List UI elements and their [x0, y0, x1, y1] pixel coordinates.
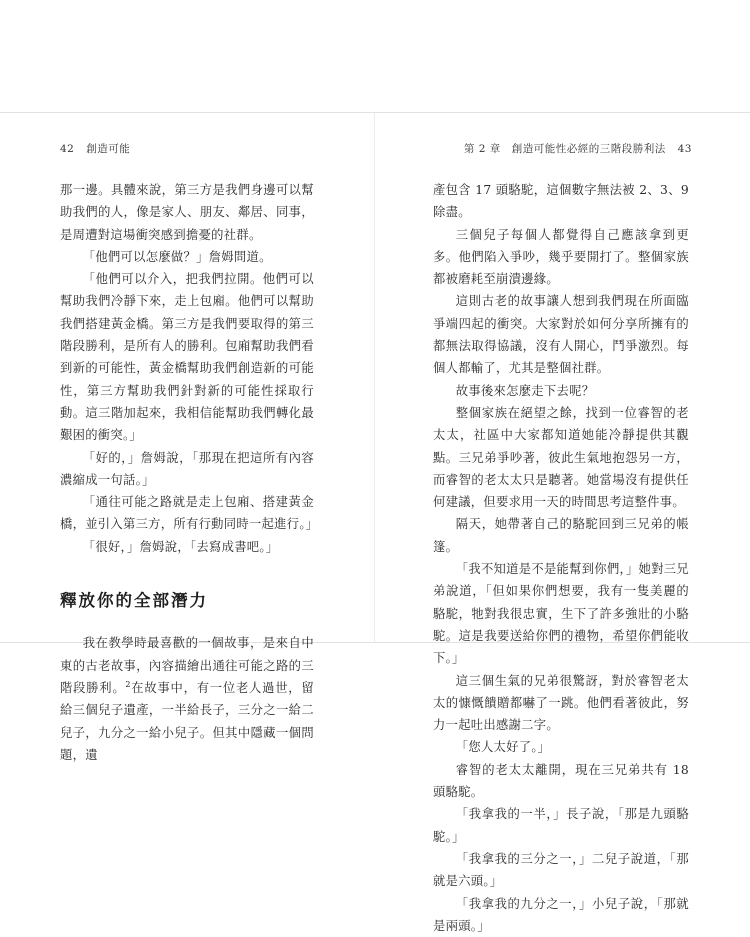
- right-paragraph: 這三個生氣的兄弟很驚訝，對於睿智老太太的慷慨饋贈都嚇了一跳。他們看著彼此，努力一起吐出感謝二字。: [433, 670, 689, 737]
- right-paragraph: 「我拿我的三分之一，」二兒子說道，「那就是六頭。」: [433, 848, 689, 893]
- footnote-marker: 2: [125, 680, 130, 689]
- left-paragraph: 「他們可以介入，把我們拉開。他們可以幫助我們冷靜下來，走上包廂。他們可以幫助我們搭建黃金橋。第三方是我們要取得的第三階段勝利，是所有人的勝利。包廂幫助我們看到新的可能性，黃金橋幫助我們創造新的可能性，第三方幫助我們針對新的可能性採取行動。這三階加起來，我相信能幫助我們轉化最艱困的衝突。」: [60, 268, 314, 446]
- left-page-body: [60, 179, 314, 766]
- right-paragraph: 「我拿我的一半，」長子說，「那是九頭駱駝。」: [433, 803, 689, 848]
- right-paragraph: 「我拿我的九分之一，」小兒子說，「那就是兩頭。」: [433, 893, 689, 937]
- left-running-head: [60, 141, 130, 156]
- left-page-number: 42: [60, 143, 74, 155]
- right-running-head: [464, 141, 692, 156]
- section-text-part-2: 在故事中，有一位老人過世，留給三個兒子遺產，一半給長子，三分之一給二兒子，九分之一給小兒子。但其中隱藏一個問題，遺: [60, 681, 314, 762]
- left-running-head-title: 創造可能: [86, 143, 130, 155]
- right-page: [375, 113, 750, 642]
- right-paragraph: 三個兒子每個人都覺得自己應該拿到更多。他們陷入爭吵，幾乎要開打了。整個家族都被磨耗至崩潰邊緣。: [433, 224, 689, 291]
- right-paragraph: 產包含 17 頭駱駝，這個數字無法被 2、3、9 除盡。: [433, 179, 689, 224]
- left-paragraph: 那一邊。具體來說，第三方是我們身邊可以幫助我們的人，像是家人、朋友、鄰居、同事，是周遭對這場衝突感到擔憂的社群。: [60, 179, 314, 246]
- book-spread: [0, 112, 750, 643]
- right-paragraph: 這則古老的故事讓人想到我們現在所面臨爭端四起的衝突。大家對於如何分享所擁有的都無法取得協議，沒有人開心，鬥爭激烈。每個人都輸了，尤其是整個社群。: [433, 290, 689, 379]
- right-page-body: [433, 179, 689, 937]
- right-paragraph: 「我不知道是不是能幫到你們，」她對三兄弟說道，「但如果你們想要，我有一隻美麗的駱駝，牠對我很忠實，生下了許多強壯的小駱駝。這是我要送給你們的禮物，希望你們能收下。」: [433, 558, 689, 669]
- right-running-head-title: 第 2 章 創造可能性必經的三階段勝利法: [464, 143, 666, 155]
- left-paragraph: 「他們可以怎麼做？」詹姆問道。: [60, 246, 314, 268]
- right-paragraph: 「您人太好了。」: [433, 736, 689, 758]
- left-paragraph: 「很好，」詹姆說，「去寫成書吧。」: [60, 536, 314, 558]
- right-paragraph: 故事後來怎麼走下去呢？: [433, 380, 689, 402]
- left-paragraph: 「好的，」詹姆說，「那現在把這所有內容濃縮成一句話。」: [60, 447, 314, 492]
- section-title: 釋放你的全部潛力: [60, 590, 314, 612]
- left-page: [0, 113, 375, 642]
- left-paragraph: 「通往可能之路就是走上包廂、搭建黃金橋，並引入第三方，所有行動同時一起進行。」: [60, 491, 314, 536]
- right-paragraph: 整個家族在絕望之餘，找到一位睿智的老太太，社區中大家都知道她能冷靜提供其觀點。三兄弟爭吵著，彼此生氣地抱怨另一方，而睿智的老太太只是聽著。她當場沒有提供任何建議，但要求用一天的時間思考這整件事。: [433, 402, 689, 513]
- section-text-part-1: 我在教學時最喜歡的一個故事，是來自中東的古老故事，內容描繪出通往可能之路的三階段勝利。: [60, 636, 314, 695]
- right-paragraph: 睿智的老太太離開，現在三兄弟共有 18 頭駱駝。: [433, 759, 689, 804]
- right-page-number: 43: [678, 143, 692, 155]
- right-paragraph: 隔天，她帶著自己的駱駝回到三兄弟的帳篷。: [433, 513, 689, 558]
- section-paragraph: [60, 632, 314, 766]
